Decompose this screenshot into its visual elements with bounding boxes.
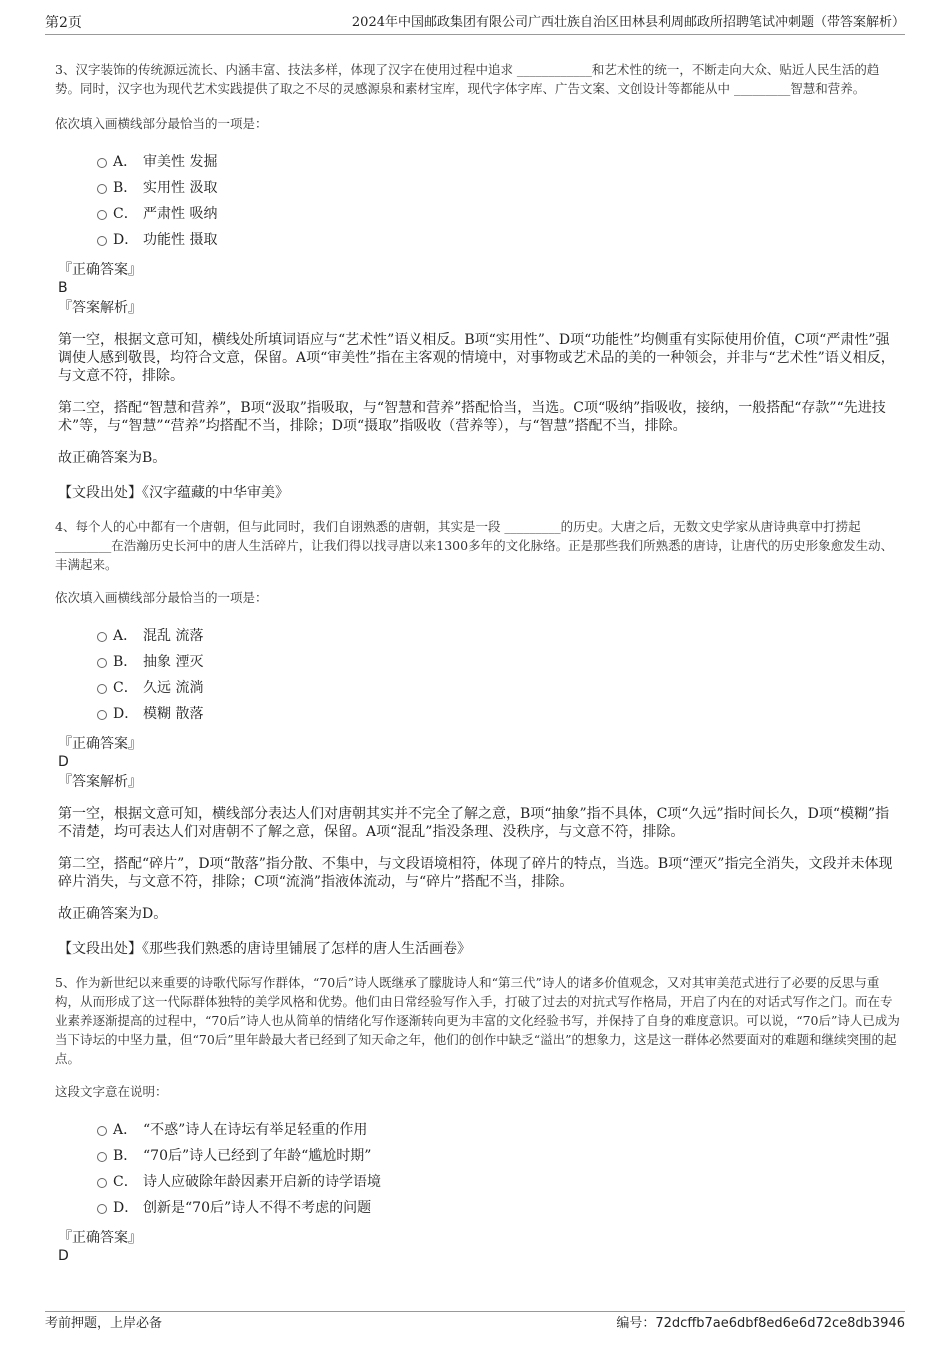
document-title: 2024年中国邮政集团有限公司广西壮族自治区田林县利周邮政所招聘笔试冲刺题（带答案解析） <box>351 15 905 30</box>
page-header <box>45 14 905 35</box>
option-a[interactable]: A． 混乱 流落 <box>55 623 900 649</box>
option-list <box>55 623 900 727</box>
correct-answer-label: 『正确答案』 <box>58 736 142 752</box>
analysis-paragraph: 第二空，搭配“碎片”，D项“散落”指分散、不集中，与文段语境相符，体现了碎片的特点，当选。B项“湮灭”指完全消失，文段并未体现碎片消失，与文意不符，排除；C项“流淌”指液体流动，与“碎片”搭配不当，排除。 <box>58 856 893 890</box>
radio-icon[interactable] <box>97 184 107 194</box>
option-d[interactable]: D． 模糊 散落 <box>55 701 900 727</box>
question-5 <box>55 973 900 1265</box>
question-3 <box>55 60 900 502</box>
question-4 <box>55 517 900 958</box>
analysis-conclusion: 故正确答案为D。 <box>58 906 168 922</box>
correct-answer-label: 『正确答案』 <box>58 1230 142 1246</box>
question-text: 4、每个人的心中都有一个唐朝，但与此同时，我们自诩熟悉的唐朝，其实是一段 _________的历史。大唐之后，无数文史学家从唐诗典章中打捞起 _________在浩瀚历史长河中的唐人生活碎片，让我们得以找寻唐以来1300多年的文化脉络。正是那些我们所熟悉的唐诗，让唐代的历史形象愈发生动、丰满起来。 <box>55 519 894 572</box>
question-prompt: 依次填入画横线部分最恰当的一项是： <box>55 590 268 605</box>
analysis-paragraph: 第一空，根据文意可知，横线处所填词语应与“艺术性”语义相反。B项“实用性”、D项“功能性”均侧重有实际使用价值，C项“严肃性”强调使人感到敬畏，均符合文意，保留。A项“审美性”指在主客观的情境中，对事物或艺术品的美的一种领会，并非与“艺术性”语义相反，与文意不符，排除。 <box>58 332 895 384</box>
page-footer <box>45 1311 905 1334</box>
question-text: 3、汉字装饰的传统源远流长、内涵丰富、技法多样，体现了汉字在使用过程中追求 ____________和艺术性的统一，不断走向大众、贴近人民生活的趋势。同时，汉字也为现代艺术实践提供了取之不尽的灵感源泉和素材宝库，现代字体字库、广告文案、文创设计等都能从中 _________智慧和营养。 <box>55 62 880 96</box>
option-list <box>55 149 900 253</box>
radio-icon[interactable] <box>97 710 107 720</box>
source-citation: 【文段出处】《那些我们熟悉的唐诗里铺展了怎样的唐人生活画卷》 <box>58 941 471 957</box>
question-text: 5、作为新世纪以来重要的诗歌代际写作群体，“70后”诗人既继承了朦胧诗人和“第三代”诗人的诸多价值观念，又对其审美范式进行了必要的反思与重构，从而形成了这一代际群体独特的美学风格和优势。他们由日常经验写作入手，打破了过去的对抗式写作格局，开启了内在的对话式写作之门。而在专业素养逐渐提高的过程中，“70后”诗人也从简单的情绪化写作逐渐转向更为丰富的文化经验书写，并保持了自身的难度意识。可以说，“70后”诗人已成为当下诗坛的中坚力量，但“70后”里年龄最大者已经到了知天命之年，他们的创作中缺乏“溢出”的想象力，这是这一群体必然要面对的难题和继续突围的起点。 <box>55 975 900 1066</box>
radio-icon[interactable] <box>97 1178 107 1188</box>
radio-icon[interactable] <box>97 158 107 168</box>
radio-icon[interactable] <box>97 1126 107 1136</box>
analysis-paragraph: 第一空，根据文意可知，横线部分表达人们对唐朝其实并不完全了解之意，B项“抽象”指不具体，C项“久远”指时间长久，D项“模糊”指不清楚，均可表达人们对唐朝不了解之意，保留。A项“混乱”指没条理、没秩序，与文意不符，排除。 <box>58 806 890 840</box>
radio-icon[interactable] <box>97 1204 107 1214</box>
option-list <box>55 1117 900 1221</box>
option-d[interactable]: D． 创新是“70后”诗人不得不考虑的问题 <box>55 1195 900 1221</box>
option-b[interactable]: B． 实用性 汲取 <box>55 175 900 201</box>
option-c[interactable]: C． 久远 流淌 <box>55 675 900 701</box>
source-citation: 【文段出处】《汉字蕴藏的中华审美》 <box>58 485 289 501</box>
option-b[interactable]: B． 抽象 湮灭 <box>55 649 900 675</box>
correct-answer: D <box>58 754 69 770</box>
option-c[interactable]: C． 诗人应破除年龄因素开启新的诗学语境 <box>55 1169 900 1195</box>
question-prompt: 这段文字意在说明： <box>55 1084 168 1099</box>
option-a[interactable]: A． 审美性 发掘 <box>55 149 900 175</box>
analysis-conclusion: 故正确答案为B。 <box>58 450 167 466</box>
radio-icon[interactable] <box>97 1152 107 1162</box>
option-a[interactable]: A． “不惑”诗人在诗坛有举足轻重的作用 <box>55 1117 900 1143</box>
analysis-label: 『答案解析』 <box>58 774 142 790</box>
option-c[interactable]: C． 严肃性 吸纳 <box>55 201 900 227</box>
document-code-label: 编号： <box>616 1316 656 1331</box>
footer-slogan: 考前押题，上岸必备 <box>45 1316 163 1331</box>
document-body <box>55 60 900 1265</box>
radio-icon[interactable] <box>97 632 107 642</box>
analysis-paragraph: 第二空，搭配“智慧和营养”，B项“汲取”指吸取，与“智慧和营养”搭配恰当，当选。C项“吸纳”指吸收，接纳，一般搭配“存款”“先进技术”等，与“智慧”“营养”均搭配不当，排除；D项“摄取”指吸收（营养等），与“智慧”搭配不当，排除。 <box>58 400 886 434</box>
radio-icon[interactable] <box>97 210 107 220</box>
page-number: 第2页 <box>45 15 82 31</box>
radio-icon[interactable] <box>97 684 107 694</box>
question-prompt: 依次填入画横线部分最恰当的一项是： <box>55 116 268 131</box>
radio-icon[interactable] <box>97 658 107 668</box>
document-code-value: 72dcffb7ae6dbf8ed6e6d72ce8db3946 <box>655 1316 905 1331</box>
analysis-label: 『答案解析』 <box>58 300 142 316</box>
option-b[interactable]: B． “70后”诗人已经到了年龄“尴尬时期” <box>55 1143 900 1169</box>
radio-icon[interactable] <box>97 236 107 246</box>
correct-answer: B <box>58 280 68 296</box>
correct-answer: D <box>58 1248 69 1264</box>
document-code <box>616 1315 905 1333</box>
correct-answer-label: 『正确答案』 <box>58 262 142 278</box>
option-d[interactable]: D． 功能性 摄取 <box>55 227 900 253</box>
